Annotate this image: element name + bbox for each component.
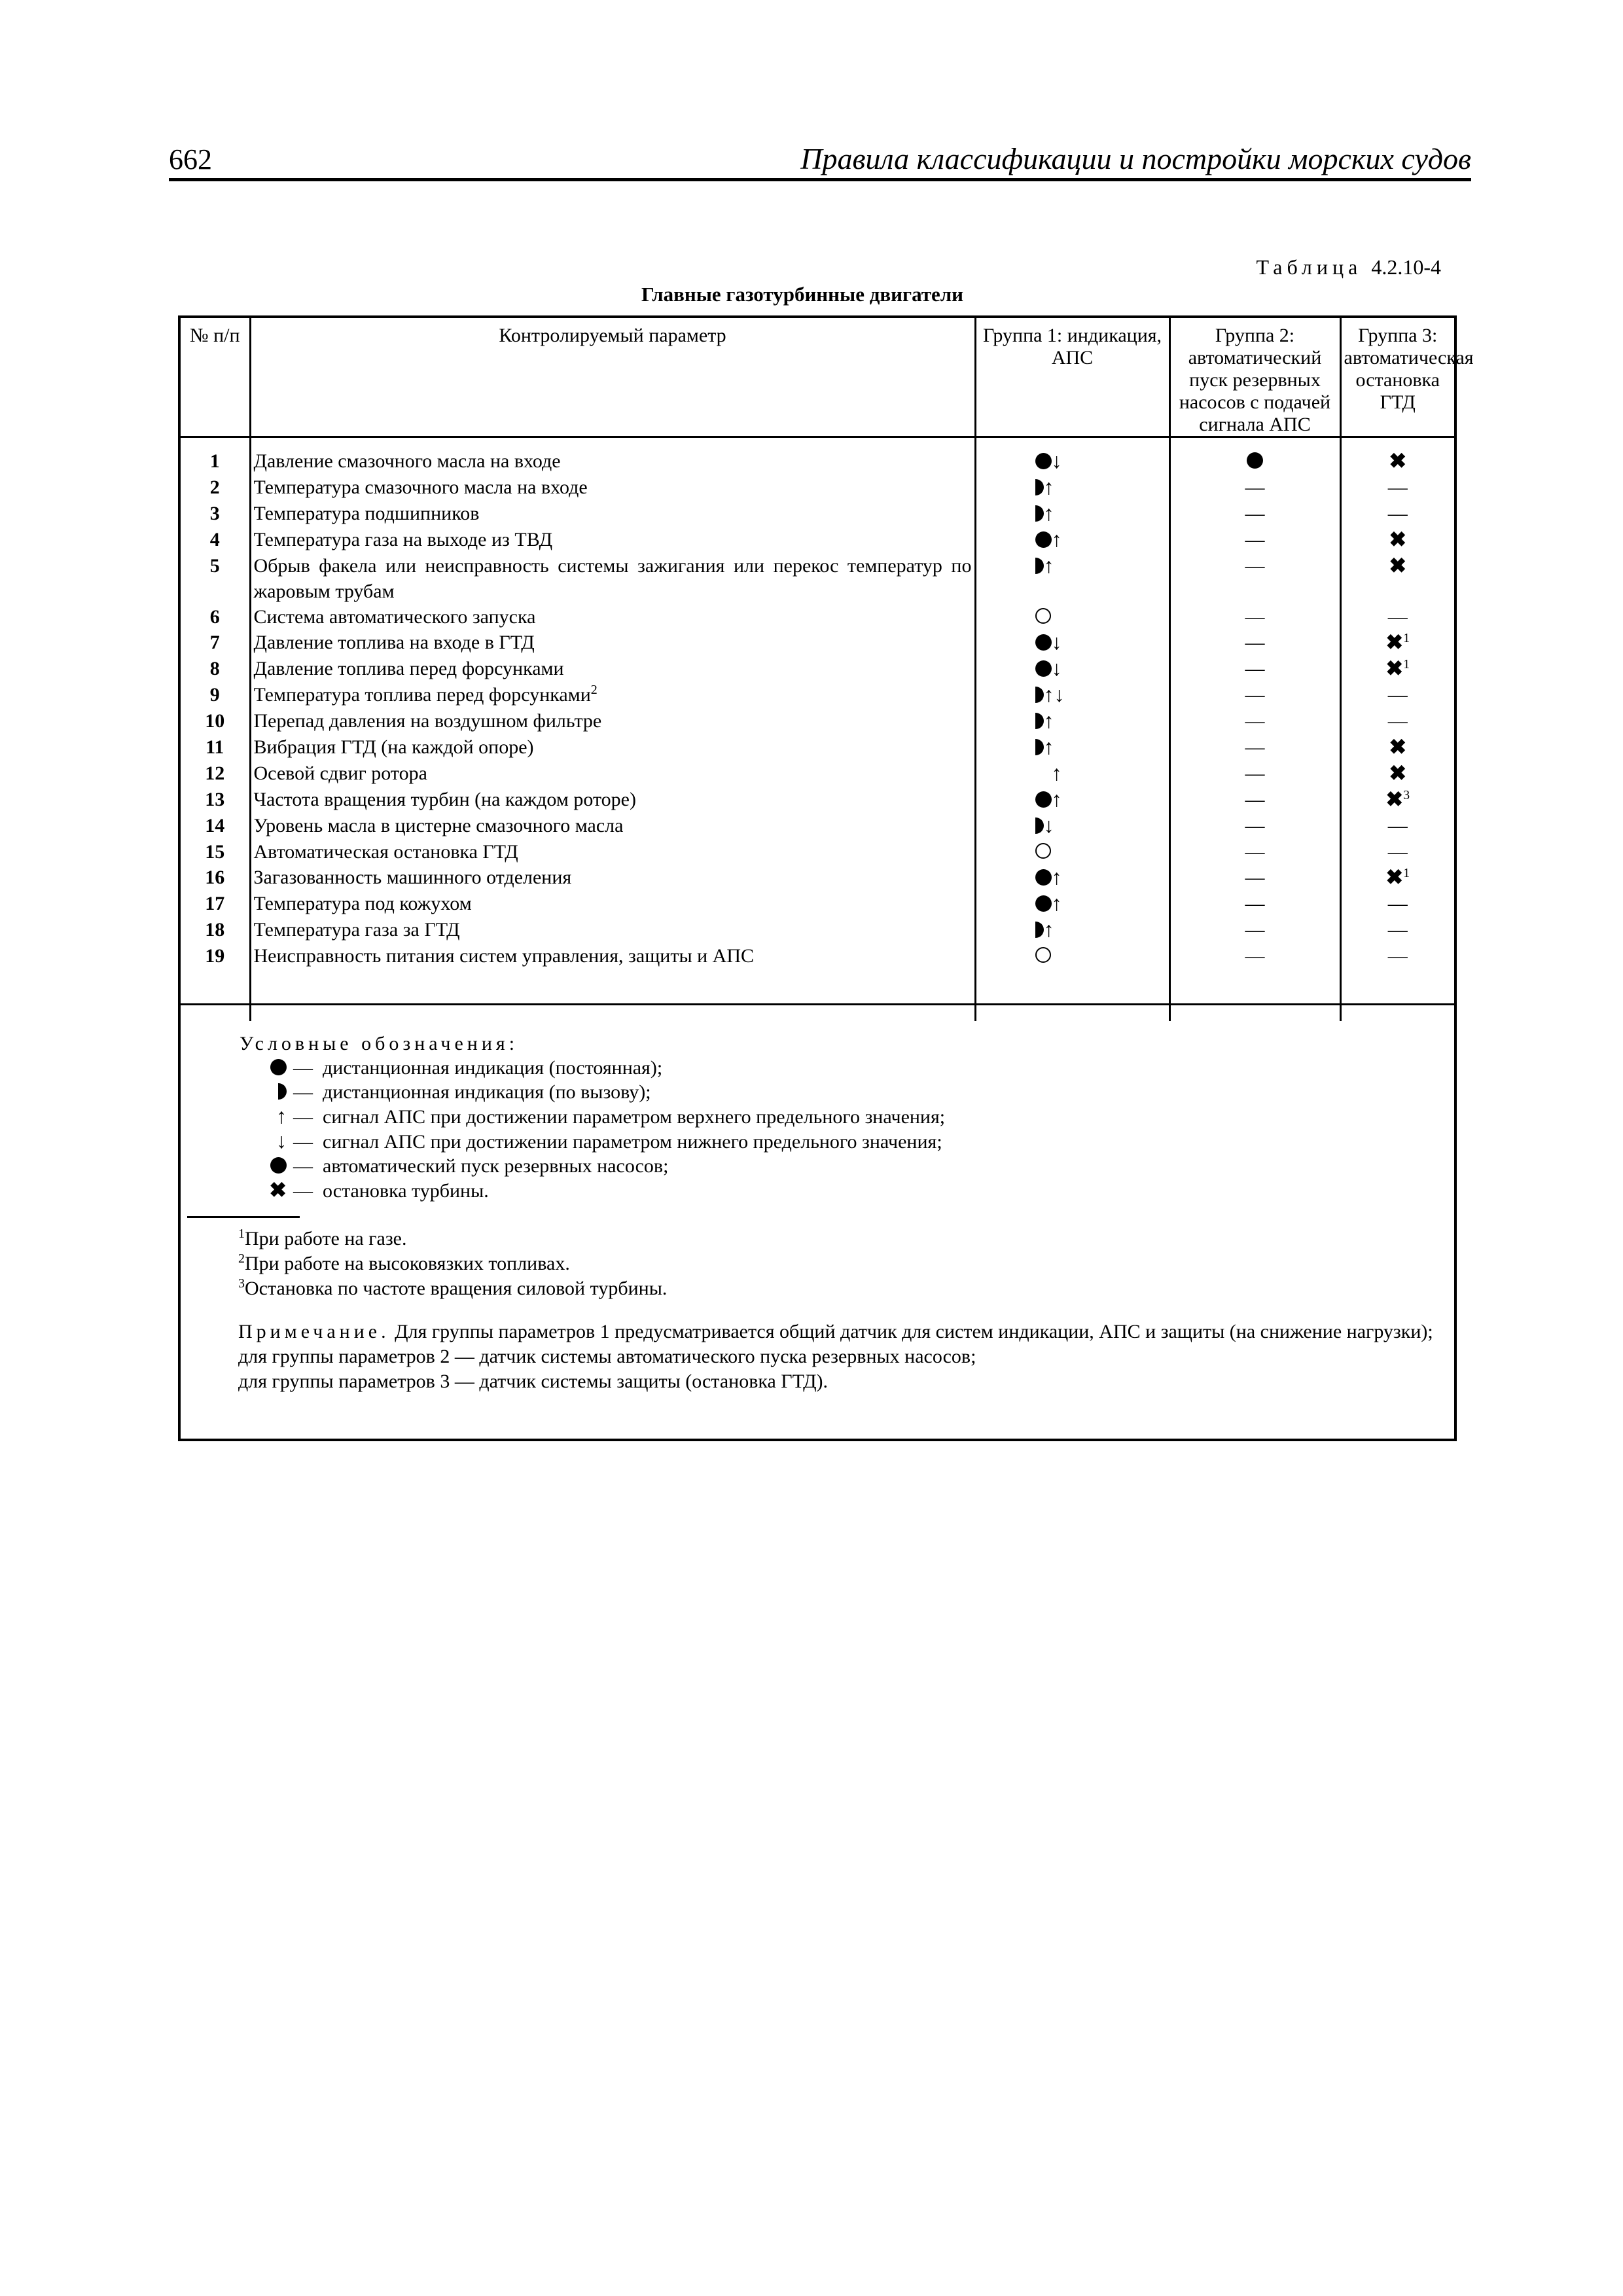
column-header-group3: Группа 3: автоматическая остановка ГТД [1340, 318, 1454, 437]
table-row [181, 787, 1454, 813]
row-number: 15 [205, 841, 225, 863]
footnote-mark: 3 [1403, 788, 1410, 802]
arrow-up-icon: ↑ [1043, 683, 1054, 706]
dash-mark: — [1245, 919, 1265, 941]
group3-symbol [1340, 437, 1454, 475]
table-header-row [181, 318, 1454, 437]
legend-separator: — [293, 1057, 313, 1079]
note-line-3: для группы параметров 3 — датчик системы защиты (остановка ГТД). [238, 1371, 829, 1392]
group3-symbol [1340, 787, 1454, 813]
legend-separator: — [293, 1180, 313, 1202]
group2-symbol [1169, 604, 1340, 630]
dash-mark: — [1245, 815, 1265, 836]
footnote-text: При работе на высоковязких топливах. [245, 1253, 570, 1274]
group2-symbol [1169, 501, 1340, 527]
legend-items [240, 1056, 945, 1203]
dash-mark: — [1245, 893, 1265, 914]
dash-mark: — [1245, 945, 1265, 967]
cross-icon: ✖ [1389, 761, 1407, 785]
table-number-value: 4.2.10-4 [1371, 255, 1441, 279]
legend-item [240, 1056, 945, 1080]
dash-mark: — [1387, 945, 1408, 967]
parameter-name [250, 891, 975, 917]
dash-mark: — [1245, 555, 1265, 577]
filled-circle-icon [270, 1157, 287, 1174]
filled-circle-icon [1035, 634, 1052, 651]
arrow-up-icon: ↑ [1043, 735, 1054, 759]
parameter-name [250, 501, 975, 527]
row-number: 7 [209, 632, 220, 653]
group2-symbol [1169, 630, 1340, 656]
dash-mark: — [1387, 606, 1408, 628]
half-circle-icon [1035, 713, 1044, 729]
table-spacer-row [181, 969, 1454, 1021]
table-row [181, 682, 1454, 708]
half-circle-icon [1035, 558, 1044, 574]
footnote-rule [187, 1216, 300, 1218]
parameter-name [250, 917, 975, 943]
parameter-text: Загазованность машинного отделения [253, 867, 572, 888]
group3-symbol [1340, 604, 1454, 630]
table-frame [178, 315, 1474, 1441]
arrow-down-icon: ↓ [276, 1129, 287, 1153]
table-row [181, 943, 1454, 969]
row-number: 17 [205, 893, 225, 914]
arrow-up-icon: ↑ [276, 1104, 287, 1128]
group2-symbol [1169, 682, 1340, 708]
filled-circle-icon [1035, 531, 1052, 548]
group1-symbols [975, 917, 1169, 943]
row-number: 12 [205, 762, 225, 784]
group3-symbol [1340, 917, 1454, 943]
dash-mark: — [1245, 841, 1265, 863]
table-number-label: Таблица [1256, 255, 1363, 279]
dash-mark: — [1387, 893, 1408, 914]
group1-symbols [975, 437, 1169, 475]
half-circle-icon [1035, 739, 1044, 755]
parameter-name [250, 604, 975, 630]
table-title: Главные газотурбинные двигатели [641, 283, 964, 306]
dash-mark: — [1245, 710, 1265, 732]
dash-mark: — [1245, 658, 1265, 679]
parameter-name [250, 553, 975, 604]
legend-symbol [240, 1129, 293, 1154]
column-header-group2: Группа 2: автоматический пуск резервных насосов с подачей сигнала АПС [1169, 318, 1340, 437]
parameter-name [250, 943, 975, 969]
row-number: 2 [209, 476, 220, 498]
table-row [181, 761, 1454, 787]
group3-symbol [1340, 501, 1454, 527]
parameter-text: Температура подшипников [253, 503, 480, 524]
group2-symbol [1169, 734, 1340, 761]
table-row [181, 813, 1454, 839]
parameter-text: Осевой сдвиг ротора [253, 762, 427, 784]
half-circle-icon [1035, 479, 1044, 495]
parameter-name [250, 630, 975, 656]
column-header-num: № п/п [181, 318, 250, 437]
group2-symbol [1169, 839, 1340, 865]
half-circle-icon [1035, 817, 1044, 834]
parameter-text: Частота вращения турбин (на каждом роторе) [253, 789, 636, 810]
cross-icon: ✖ [269, 1178, 287, 1202]
filled-circle-icon [1035, 791, 1052, 808]
dash-mark: — [1387, 841, 1408, 863]
table-row [181, 839, 1454, 865]
cross-icon: ✖ [1385, 630, 1404, 654]
footnote [238, 1251, 667, 1276]
dash-mark: — [1245, 867, 1265, 888]
parameter-name [250, 708, 975, 734]
legend-symbol [240, 1154, 293, 1178]
group1-symbols [975, 682, 1169, 708]
filled-circle-icon [1247, 452, 1263, 469]
table-row [181, 656, 1454, 682]
filled-circle-icon [1035, 660, 1052, 677]
filled-circle-icon [1035, 869, 1052, 886]
group1-symbols [975, 501, 1169, 527]
group1-symbols [975, 656, 1169, 682]
arrow-up-icon: ↑ [1051, 787, 1062, 811]
group3-symbol [1340, 682, 1454, 708]
parameter-text: Вибрация ГТД (на каждой опоре) [253, 736, 534, 758]
legend-item [240, 1129, 945, 1154]
legend-item [240, 1154, 945, 1178]
footnote-mark: 1 [1403, 657, 1410, 672]
table-number [1256, 255, 1441, 279]
arrow-up-icon: ↑ [1051, 528, 1062, 551]
legend-item [240, 1178, 945, 1203]
group3-symbol [1340, 761, 1454, 787]
dash-mark: — [1245, 606, 1265, 628]
column-header-group1: Группа 1: индикация, АПС [975, 318, 1169, 437]
legend-item [240, 1080, 945, 1104]
footnote-mark: 1 [1403, 631, 1410, 645]
header-rule [169, 178, 1471, 181]
group2-symbol [1169, 787, 1340, 813]
arrow-up-icon: ↑ [1051, 891, 1062, 915]
legend-symbol [240, 1080, 293, 1104]
table-row [181, 917, 1454, 943]
parameter-name [250, 734, 975, 761]
footnote-mark: 3 [238, 1276, 245, 1291]
empty-circle-icon [1035, 843, 1051, 859]
column-header-param: Контролируемый параметр [250, 318, 975, 437]
parameters-table [181, 318, 1474, 1021]
parameter-text: Перепад давления на воздушном фильтре [253, 710, 602, 732]
table-row [181, 734, 1454, 761]
table-row [181, 630, 1454, 656]
group3-symbol [1340, 891, 1454, 917]
parameter-text: Температура топлива перед форсунками [253, 684, 591, 706]
parameter-text: Уровень масла в цистерне смазочного масла [253, 815, 624, 836]
legend-text: дистанционная индикация (постоянная); [323, 1057, 663, 1079]
arrow-up-icon: ↑ [1051, 761, 1062, 785]
legend-separator: — [293, 1131, 313, 1153]
legend-symbol [240, 1056, 293, 1080]
group1-symbols [975, 787, 1169, 813]
table-row [181, 891, 1454, 917]
half-circle-icon [1035, 687, 1044, 703]
group3-symbol [1340, 865, 1454, 891]
group3-symbol [1340, 475, 1454, 501]
spacer-cell [181, 969, 250, 1021]
legend-text: дистанционная индикация (по вызову); [323, 1081, 651, 1103]
table-row [181, 604, 1454, 630]
group2-symbol [1169, 813, 1340, 839]
group1-symbols [975, 813, 1169, 839]
arrow-up-icon: ↑ [1043, 709, 1054, 732]
running-title: Правила классификации и постройки морских судов [800, 142, 1471, 175]
arrow-down-icon: ↓ [1043, 814, 1054, 837]
legend-separator: — [293, 1081, 313, 1103]
legend-symbol [240, 1104, 293, 1129]
spacer-cell [1340, 969, 1454, 1021]
half-circle-icon [1035, 505, 1044, 522]
group1-symbols [975, 527, 1169, 553]
arrow-down-icon: ↓ [1051, 449, 1062, 473]
group2-symbol [1169, 527, 1340, 553]
arrow-down-icon: ↓ [1054, 683, 1065, 706]
arrow-up-icon: ↑ [1043, 501, 1054, 525]
legend-separator: — [293, 1155, 313, 1177]
table-row [181, 527, 1454, 553]
group1-symbols [975, 891, 1169, 917]
group2-symbol [1169, 437, 1340, 475]
legend-symbol [240, 1178, 293, 1203]
table-row [181, 708, 1454, 734]
parameter-text: Температура под кожухом [253, 893, 472, 914]
note-label: Примечание. [238, 1321, 390, 1342]
dash-mark: — [1387, 710, 1408, 732]
table-body [181, 437, 1454, 1022]
parameter-text: Давление топлива перед форсунками [253, 658, 564, 679]
row-number: 8 [209, 658, 220, 679]
dash-mark: — [1245, 632, 1265, 653]
row-number: 3 [209, 503, 220, 524]
row-number: 16 [205, 867, 225, 888]
half-circle-icon [278, 1083, 287, 1100]
note-line-2: для группы параметров 2 — датчик системы автоматического пуска резервных насосов; [238, 1346, 976, 1367]
group3-symbol [1340, 527, 1454, 553]
group3-symbol [1340, 943, 1454, 969]
group3-symbol [1340, 734, 1454, 761]
legend-text: остановка турбины. [323, 1180, 489, 1202]
group2-symbol [1169, 891, 1340, 917]
arrow-up-icon: ↑ [1051, 865, 1062, 889]
spacer-cell [975, 969, 1169, 1021]
spacer-cell [1169, 969, 1340, 1021]
row-number: 18 [205, 919, 225, 941]
legend-item [240, 1104, 945, 1129]
row-number: 10 [205, 710, 225, 732]
note [187, 1319, 1448, 1394]
group1-symbols [975, 839, 1169, 865]
parameter-text: Неисправность питания систем управления, защиты и АПС [253, 945, 755, 967]
group2-symbol [1169, 656, 1340, 682]
parameter-name [250, 813, 975, 839]
cross-icon: ✖ [1385, 865, 1404, 889]
note-line-1 [187, 1319, 1448, 1344]
parameter-text: Система автоматического запуска [253, 606, 536, 628]
footnote-text: При работе на газе. [245, 1228, 407, 1249]
arrow-up-icon: ↑ [1043, 554, 1054, 577]
legend [240, 1031, 945, 1203]
dash-mark: — [1245, 736, 1265, 758]
arrow-up-icon: ↑ [1043, 918, 1054, 941]
group3-symbol [1340, 630, 1454, 656]
parameter-name [250, 682, 975, 708]
cross-icon: ✖ [1385, 787, 1404, 811]
group1-symbols [975, 708, 1169, 734]
parameter-text: Автоматическая остановка ГТД [253, 841, 518, 863]
parameter-text: Температура смазочного масла на входе [253, 476, 588, 498]
page-number: 662 [169, 143, 212, 175]
parameter-text: Температура газа на выходе из ТВД [253, 529, 553, 550]
empty-circle-icon [1035, 947, 1051, 963]
group1-symbols [975, 475, 1169, 501]
footnote-mark: 1 [1403, 866, 1410, 880]
dash-mark: — [1245, 762, 1265, 784]
group2-symbol [1169, 708, 1340, 734]
parameter-text: Давление смазочного масла на входе [253, 450, 561, 472]
table-row [181, 437, 1454, 475]
group1-symbols [975, 761, 1169, 787]
arrow-down-icon: ↓ [1051, 630, 1062, 654]
group2-symbol [1169, 475, 1340, 501]
group1-symbols [975, 604, 1169, 630]
parameter-name [250, 437, 975, 475]
table-row [181, 553, 1454, 604]
parameter-name [250, 656, 975, 682]
group2-symbol [1169, 761, 1340, 787]
group2-symbol [1169, 943, 1340, 969]
group1-symbols [975, 553, 1169, 604]
dash-mark: — [1245, 684, 1265, 706]
empty-circle-icon [1035, 608, 1051, 624]
arrow-down-icon: ↓ [1051, 656, 1062, 680]
group3-symbol [1340, 813, 1454, 839]
group2-symbol [1169, 865, 1340, 891]
half-circle-icon [1035, 922, 1044, 938]
group1-symbols [975, 865, 1169, 891]
footnote-mark: 2 [238, 1251, 245, 1266]
spacer-cell [250, 969, 975, 1021]
row-number: 11 [205, 736, 224, 758]
filled-circle-icon [1035, 895, 1052, 912]
row-number: 9 [209, 684, 220, 706]
arrow-up-icon: ↑ [1043, 475, 1054, 499]
parameter-name [250, 865, 975, 891]
footnote-text: Остановка по частоте вращения силовой турбины. [245, 1278, 668, 1299]
parameter-text: Давление топлива на входе в ГТД [253, 632, 535, 653]
footnote [238, 1276, 667, 1301]
dash-mark: — [1387, 476, 1408, 498]
row-number: 14 [205, 815, 225, 836]
dash-mark: — [1387, 919, 1408, 941]
cross-icon: ✖ [1389, 449, 1407, 473]
legend-text: автоматический пуск резервных насосов; [323, 1155, 669, 1177]
dash-mark: — [1245, 789, 1265, 810]
group3-symbol [1340, 553, 1454, 604]
row-number: 4 [209, 529, 220, 550]
legend-text: сигнал АПС при достижении параметром нижнего предельного значения; [323, 1131, 942, 1153]
legend-title: Условные обозначения: [240, 1033, 519, 1054]
parameter-text: Обрыв факела или неисправность системы зажигания или перекос температур по жаровым трубам [253, 555, 972, 602]
row-number: 5 [209, 555, 220, 577]
dash-mark: — [1245, 503, 1265, 524]
cross-icon: ✖ [1389, 554, 1407, 577]
cross-icon: ✖ [1385, 656, 1404, 680]
legend-separator: — [293, 1106, 313, 1128]
cross-icon: ✖ [1389, 735, 1407, 759]
group1-symbols [975, 630, 1169, 656]
parameter-text: Температура газа за ГТД [253, 919, 460, 941]
row-number: 19 [205, 945, 225, 967]
parameter-name [250, 761, 975, 787]
group3-symbol [1340, 839, 1454, 865]
dash-mark: — [1245, 529, 1265, 550]
table-row [181, 475, 1454, 501]
table-divider [181, 1003, 1454, 1005]
row-number: 13 [205, 789, 225, 810]
group2-symbol [1169, 917, 1340, 943]
row-number: 1 [209, 450, 220, 472]
table-row [181, 865, 1454, 891]
dash-mark: — [1245, 476, 1265, 498]
filled-circle-icon [1035, 453, 1052, 469]
cross-icon: ✖ [1389, 528, 1407, 551]
row-number: 6 [209, 606, 220, 628]
filled-circle-icon [270, 1059, 287, 1075]
dash-mark: — [1387, 815, 1408, 836]
group3-symbol [1340, 708, 1454, 734]
group3-symbol [1340, 656, 1454, 682]
parameter-name [250, 475, 975, 501]
note-text-1: Для группы параметров 1 предусматривается общий датчик для систем индикации, АПС и защиты (на снижение нагрузки); [395, 1321, 1433, 1342]
parameter-name [250, 527, 975, 553]
group1-symbols [975, 943, 1169, 969]
footnotes [238, 1227, 667, 1301]
parameter-name [250, 787, 975, 813]
dash-mark: — [1387, 503, 1408, 524]
legend-text: сигнал АПС при достижении параметром верхнего предельного значения; [323, 1106, 946, 1128]
table-row [181, 501, 1454, 527]
parameter-name [250, 839, 975, 865]
group1-symbols [975, 734, 1169, 761]
footnote [238, 1227, 667, 1251]
footnote-mark: 2 [590, 683, 597, 697]
group2-symbol [1169, 553, 1340, 604]
dash-mark: — [1387, 684, 1408, 706]
footnote-mark: 1 [238, 1227, 245, 1241]
